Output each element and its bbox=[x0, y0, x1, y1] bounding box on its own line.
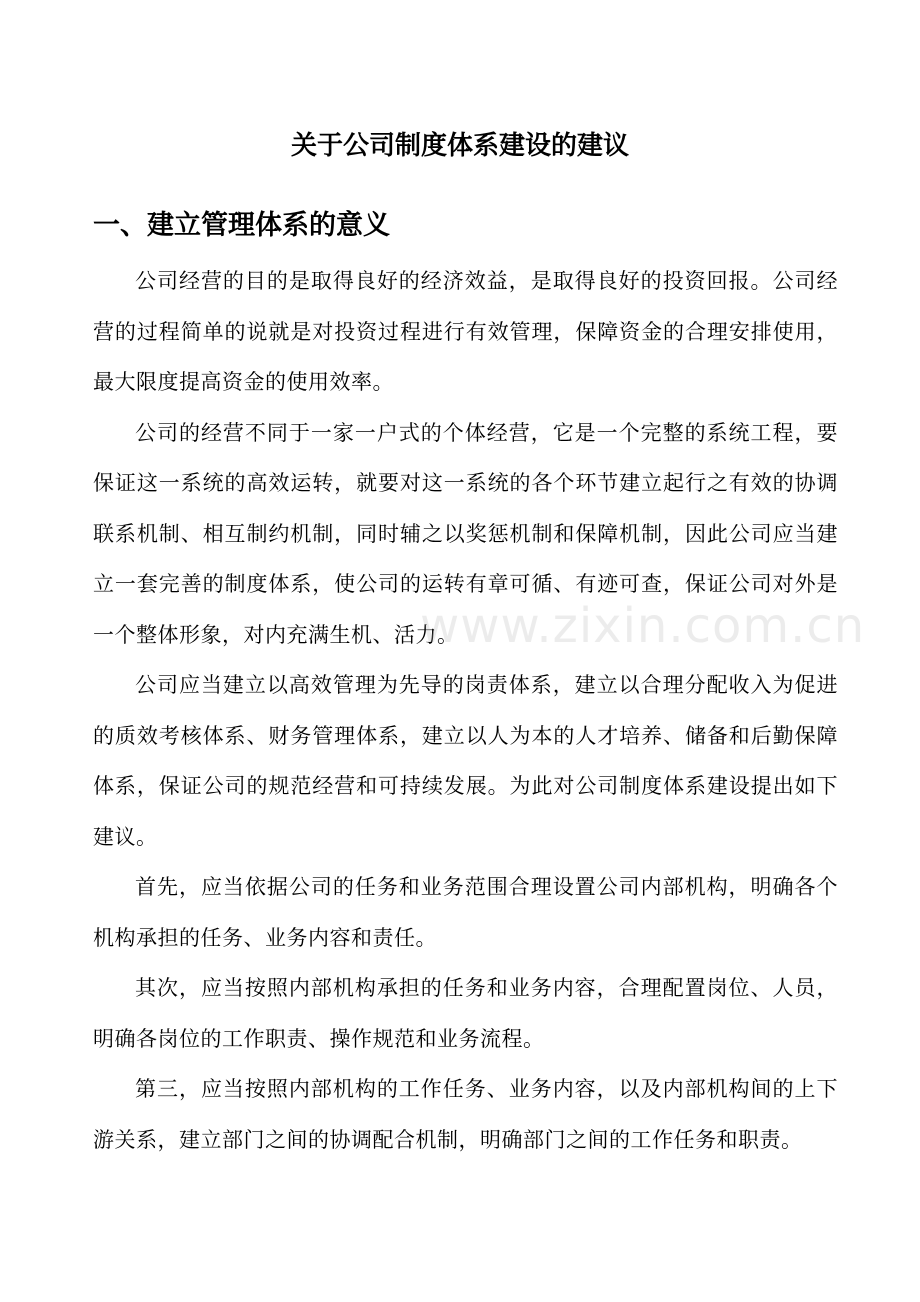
page-title: 关于公司制度体系建设的建议 bbox=[290, 131, 629, 161]
paragraph-5: 其次，应当按照内部机构承担的任务和业务内容，合理配置岗位、人员，明确各岗位的工作职责、操作规范和业务流程。 bbox=[93, 976, 838, 1051]
paragraph-6: 第三，应当按照内部机构的工作任务、业务内容，以及内部机构间的上下游关系，建立部门之间的协调配合机制，明确部门之间的工作任务和职责。 bbox=[93, 1077, 838, 1152]
paragraph-3: 公司应当建立以高效管理为先导的岗责体系，建立以合理分配收入为促进的质效考核体系、财务管理体系，建立以人为本的人才培养、储备和后勤保障体系，保证公司的规范经营和可持续发展。为此对公司制度体系建设提出如下建议。 bbox=[93, 673, 838, 849]
paragraph-2: 公司的经营不同于一家一户式的个体经营，它是一个完整的系统工程，要保证这一系统的高效运转，就要对这一系统的各个环节建立起行之有效的协调联系机制、相互制约机制，同时辅之以奖惩机制和保障机制，因此公司应当建立一套完善的制度体系，使公司的运转有章可循、有迹可查，保证公司对外是一个整体形象，对内充满生机、活力。 bbox=[93, 420, 838, 647]
watermark: www.zixin.com.cn bbox=[420, 598, 866, 654]
paragraph-4: 首先，应当依据公司的任务和业务范围合理设置公司内部机构，明确各个机构承担的任务、业务内容和责任。 bbox=[93, 875, 838, 950]
paragraph-1: 公司经营的目的是取得良好的经济效益，是取得良好的投资回报。公司经营的过程简单的说就是对投资过程进行有效管理，保障资金的合理安排使用，最大限度提高资金的使用效率。 bbox=[93, 269, 838, 394]
document-body bbox=[93, 256, 838, 1165]
section-heading: 一、建立管理体系的意义 bbox=[93, 210, 390, 241]
